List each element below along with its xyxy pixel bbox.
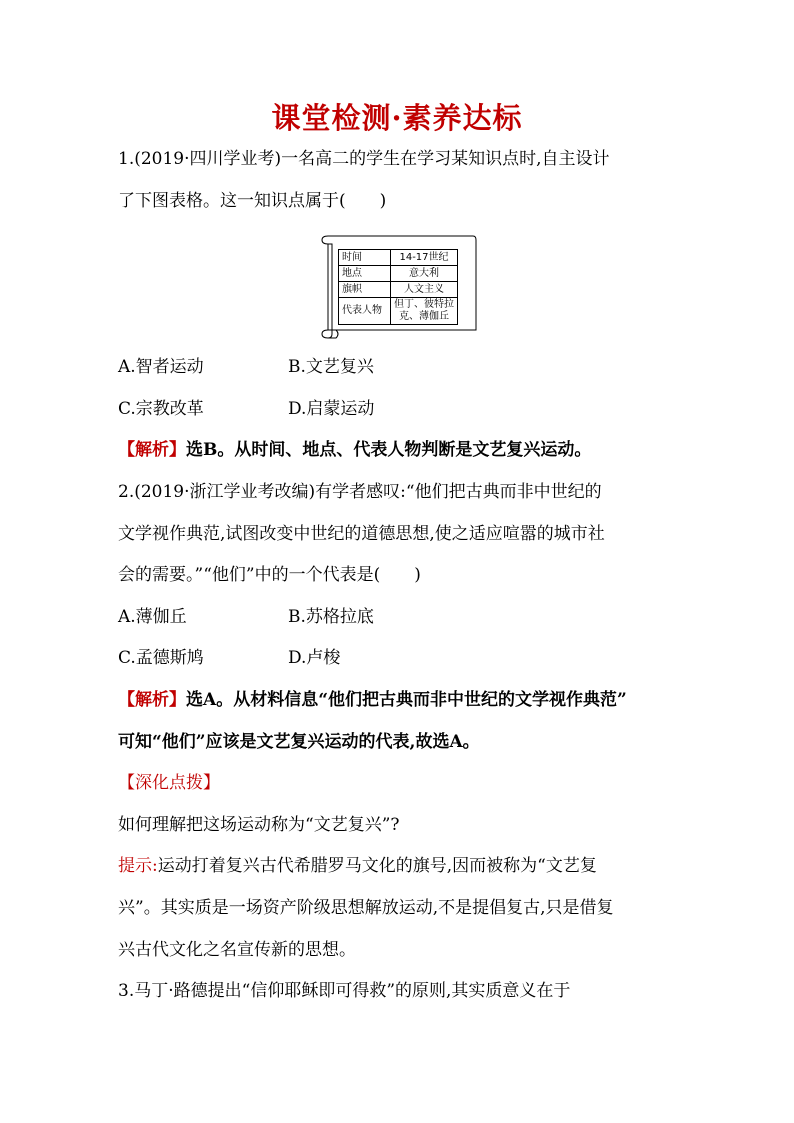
deepen-tag: 【深化点拨】	[118, 773, 220, 793]
table-cell-label: 代表人物	[339, 298, 391, 325]
table-cell-label: 时间	[339, 250, 391, 266]
q1-stem-line2: 了下图表格。这一知识点属于( )	[118, 191, 387, 211]
q1-option-d[interactable]: D.启蒙运动	[288, 399, 375, 419]
q2-analysis-line1	[118, 689, 688, 711]
hint-tag: 提示:	[118, 856, 158, 876]
q1-stem-line1: 1.(2019·四川学业考)一名高二的学生在学习某知识点时,自主设计	[118, 149, 610, 169]
analysis-tag: 【解析】	[118, 690, 186, 710]
q1-analysis	[118, 439, 688, 461]
analysis-text: 选A。从材料信息“他们把古典而非中世纪的文学视作典范”	[186, 690, 627, 710]
analysis-tag: 【解析】	[118, 440, 186, 460]
table-cell-value: 人文主义	[391, 282, 458, 298]
q1-scroll-figure	[318, 230, 478, 340]
q3-stem-line1: 3.马丁·路德提出“信仰耶稣即可得救”的原则,其实质意义在于	[118, 981, 571, 1001]
q2-option-a[interactable]: A.薄伽丘	[118, 607, 187, 627]
q2-stem-line1: 2.(2019·浙江学业考改编)有学者感叹:“他们把古典而非中世纪的	[118, 482, 602, 502]
table-row	[339, 250, 458, 266]
page-title: 课堂检测·素养达标	[271, 101, 523, 135]
q2-stem-line3: 会的需要。”“他们”中的一个代表是( )	[118, 565, 421, 585]
q2-analysis-line2: 可知“他们”应该是文艺复兴运动的代表,故选A。	[118, 732, 480, 752]
table-cell-label: 旗帜	[339, 282, 391, 298]
q2-option-d[interactable]: D.卢梭	[288, 648, 341, 668]
deepen-hint-line2: 兴”。其实质是一场资产阶级思想解放运动,不是提倡复古,只是借复	[118, 898, 614, 918]
q1-knowledge-table	[338, 249, 458, 325]
table-row	[339, 298, 458, 325]
analysis-text: 选B。从时间、地点、代表人物判断是文艺复兴运动。	[186, 440, 592, 460]
hint-text: 运动打着复兴古代希腊罗马文化的旗号,因而被称为“文艺复	[157, 856, 597, 876]
deepen-question: 如何理解把这场运动称为“文艺复兴”?	[118, 815, 400, 835]
deepen-hint-line1	[118, 855, 688, 877]
deepen-hint-line3: 兴古代文化之名宣传新的思想。	[118, 940, 356, 960]
table-cell-value: 14-17世纪	[391, 250, 458, 266]
table-cell-label: 地点	[339, 266, 391, 282]
q1-option-b[interactable]: B.文艺复兴	[288, 357, 374, 377]
q2-stem-line2: 文学视作典范,试图改变中世纪的道德思想,使之适应喧嚣的城市社	[118, 524, 605, 544]
table-row	[339, 282, 458, 298]
table-cell-value: 意大利	[391, 266, 458, 282]
table-cell-value: 但丁、彼特拉克、薄伽丘	[391, 298, 458, 325]
q2-option-c[interactable]: C.孟德斯鸠	[118, 648, 204, 668]
q1-option-c[interactable]: C.宗教改革	[118, 399, 204, 419]
q2-option-b[interactable]: B.苏格拉底	[288, 607, 374, 627]
table-row	[339, 266, 458, 282]
q1-option-a[interactable]: A.智者运动	[118, 357, 204, 377]
